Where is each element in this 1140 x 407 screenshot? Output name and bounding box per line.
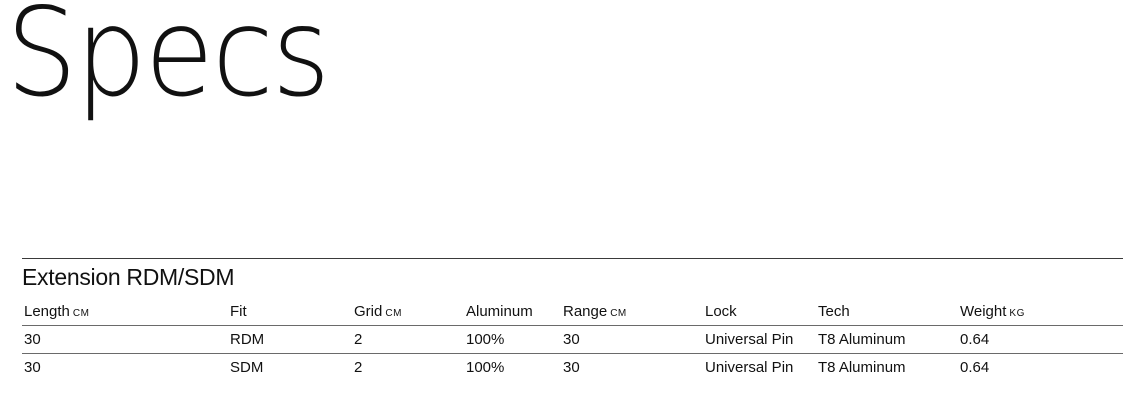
- column-header-lock: Lock: [703, 298, 816, 326]
- cell-weight: 0.64: [960, 359, 990, 376]
- cell-aluminum: 100%: [466, 359, 505, 376]
- table-header-row: [22, 298, 1123, 326]
- specs-table: [22, 298, 1123, 381]
- cell-tech: T8 Aluminum: [818, 359, 906, 376]
- column-header-tech: Tech: [816, 298, 958, 326]
- cell-length: 30: [24, 359, 41, 376]
- cell-weight: 0.64: [958, 326, 1123, 354]
- page-title: Specs: [6, 0, 329, 124]
- column-header-weight: Weight KG: [958, 298, 1123, 326]
- table-row: [22, 326, 1123, 354]
- cell-range: 30: [563, 359, 580, 376]
- column-header-grid: Grid CM: [352, 298, 464, 326]
- cell-aluminum: 100%: [464, 326, 561, 354]
- cell-fit: SDM: [230, 359, 264, 376]
- cell-range: 30: [561, 326, 703, 354]
- table-row: [22, 354, 1123, 382]
- column-header-aluminum: Aluminum: [464, 298, 561, 326]
- cell-lock: Universal Pin: [705, 359, 794, 376]
- cell-grid: 2: [352, 326, 464, 354]
- column-header-fit: Fit: [228, 298, 352, 326]
- column-header-range: Range CM: [561, 298, 703, 326]
- column-header-length: Length CM: [22, 298, 228, 326]
- cell-tech: T8 Aluminum: [816, 326, 958, 354]
- cell-lock: Universal Pin: [703, 326, 816, 354]
- cell-grid: 2: [354, 359, 363, 376]
- cell-length: 30: [22, 326, 228, 354]
- cell-fit: RDM: [228, 326, 352, 354]
- section-divider: [22, 258, 1123, 259]
- section-title: Extension RDM/SDM: [22, 264, 235, 290]
